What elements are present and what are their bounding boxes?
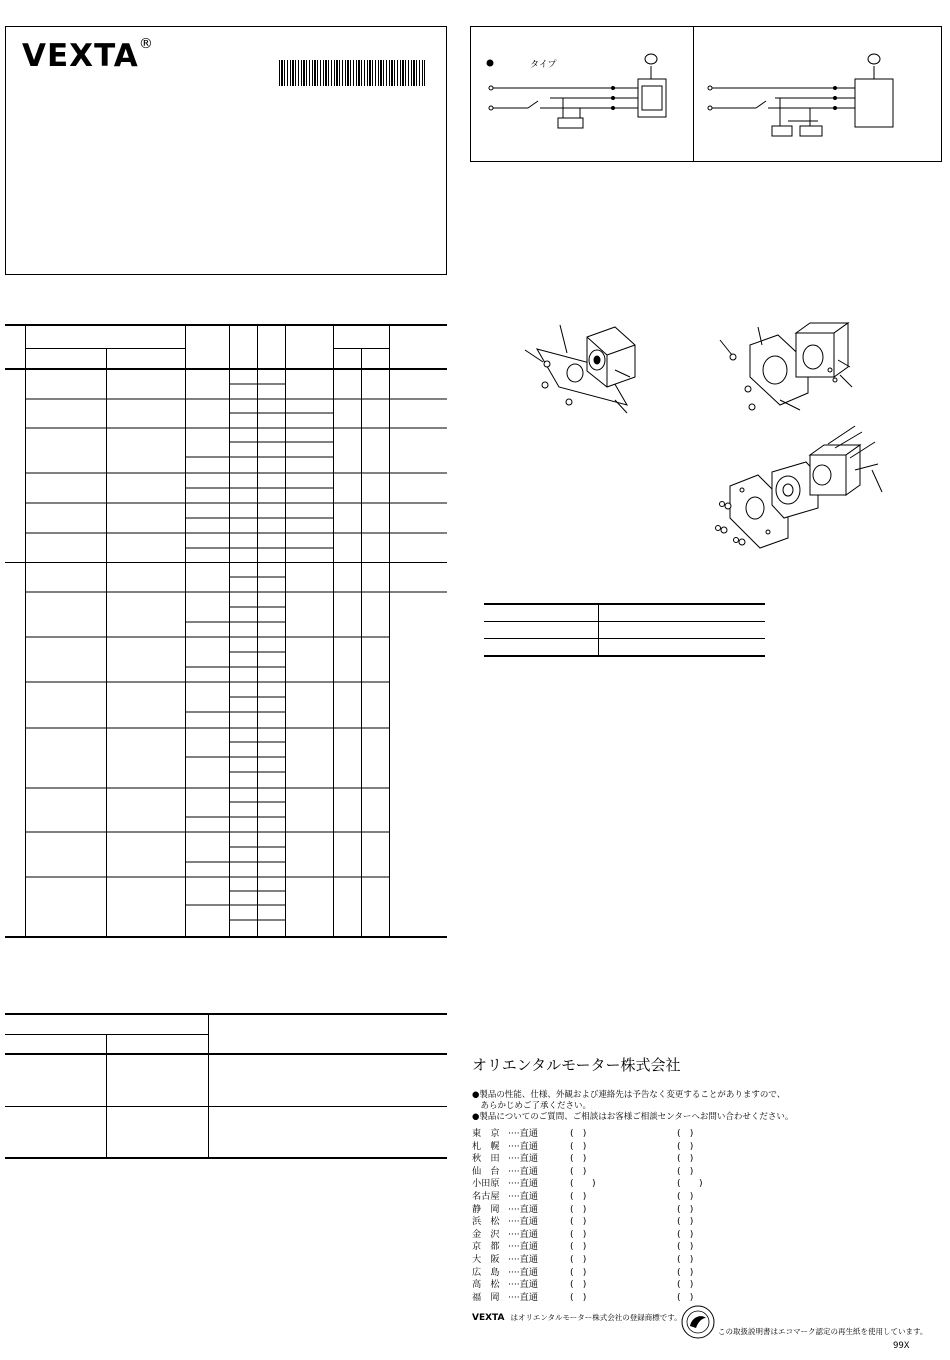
note-line: ●製品の性能、仕様、外観および連絡先は予告なく変更することがありますので、 — [472, 1090, 786, 1100]
vexta-small-logo: VEXTA — [472, 1313, 505, 1323]
small-table-header-rule — [5, 1053, 447, 1055]
note-line: ●製品についてのご質問、ご相談はお客様ご相談センターへお問い合わせください。 — [472, 1112, 794, 1122]
right-table-top-rule — [484, 603, 765, 605]
wiring-diagram — [470, 26, 942, 162]
type-label: タイプ — [530, 60, 557, 70]
spec-table-grid — [0, 0, 450, 940]
small-table-bottom-rule — [5, 1157, 447, 1159]
mounting-diagram-c — [710, 420, 890, 555]
company-notes — [472, 1090, 793, 1123]
eco-mark-icon — [680, 1304, 716, 1340]
company-name: オリエンタルモーター株式会社 — [472, 1056, 681, 1074]
note-line: あらかじめご了承ください。 — [472, 1101, 592, 1111]
mounting-diagram-a — [515, 315, 665, 425]
document-code: 99X — [893, 1341, 910, 1351]
type-bullet — [487, 60, 494, 67]
right-table-bottom-rule — [484, 655, 765, 657]
vexta-logo: VEXTA® — [22, 36, 154, 74]
trademark-line: VEXTA はオリエンタルモーター株式会社の登録商標です。 — [472, 1313, 682, 1323]
small-table-top-rule — [5, 1013, 447, 1015]
eco-note: この取扱説明書はエコマーク認定の再生紙を使用しています。 — [718, 1327, 928, 1336]
mounting-diagram-b — [710, 315, 860, 425]
